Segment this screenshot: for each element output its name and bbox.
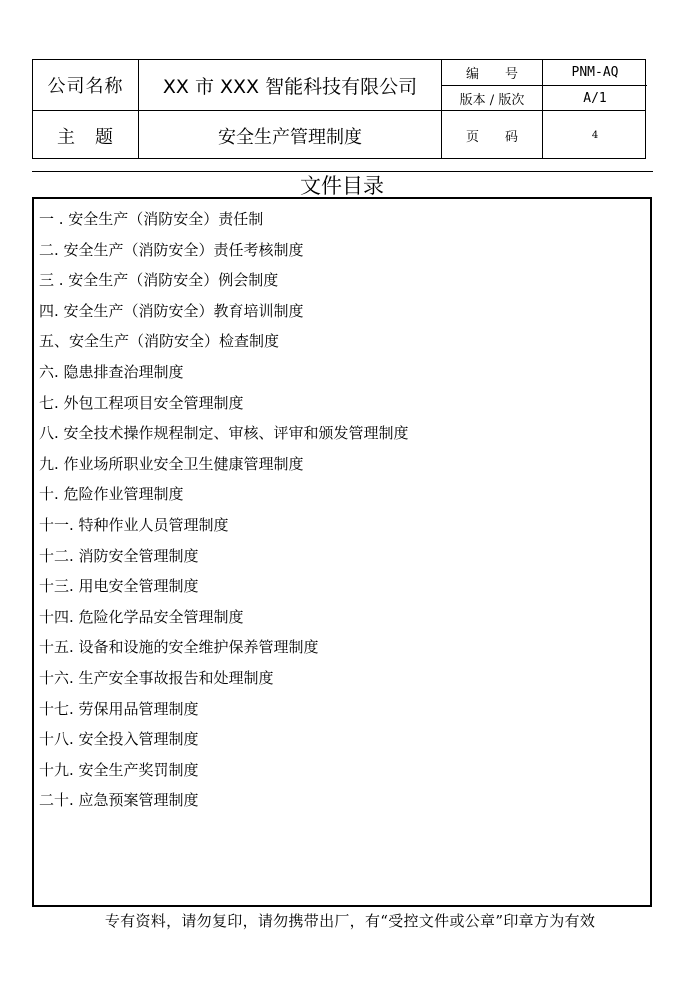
toc-item: 十一. 特种作业人员管理制度 — [39, 515, 229, 534]
toc-item: 十六. 生产安全事故报告和处理制度 — [39, 668, 274, 687]
toc-item: 二十. 应急预案管理制度 — [39, 791, 199, 810]
code-value: PNM-AQ — [571, 65, 619, 80]
toc-item: 十三. 用电安全管理制度 — [39, 577, 199, 596]
company-label: 公司名称 — [47, 76, 124, 97]
toc-item: 十四. 危险化学品安全管理制度 — [39, 607, 244, 626]
page-number: 4 — [591, 130, 599, 141]
version-label: 版本 / 版次 — [459, 92, 525, 108]
toc-item: 三 . 安全生产（消防安全）例会制度 — [39, 271, 279, 290]
toc-item: 十七. 劳保用品管理制度 — [39, 699, 199, 718]
company-name: XX 市 XXX 智能科技有限公司 — [162, 75, 418, 98]
toc-item: 七. 外包工程项目安全管理制度 — [39, 393, 244, 412]
version-value: A/1 — [583, 90, 607, 106]
directory-title: 文件目录 — [300, 174, 384, 198]
toc-item: 十九. 安全生产奖罚制度 — [39, 760, 199, 779]
toc-item: 十二. 消防安全管理制度 — [39, 546, 199, 565]
toc-item: 十五. 设备和设施的安全维护保养管理制度 — [39, 638, 319, 657]
toc-item: 一 . 安全生产（消防安全）责任制 — [39, 210, 264, 228]
directory-top-rule — [32, 171, 653, 172]
document-header-table — [32, 59, 646, 159]
toc-item: 九. 作业场所职业安全卫生健康管理制度 — [39, 454, 304, 473]
page-label: 页 码 — [465, 130, 518, 145]
toc-item: 二. 安全生产（消防安全）责任考核制度 — [39, 240, 304, 259]
table-of-contents — [39, 206, 409, 818]
toc-item: 十八. 安全投入管理制度 — [39, 730, 199, 749]
toc-item: 六. 隐患排查治理制度 — [39, 362, 184, 381]
subject-label: 主 题 — [57, 126, 114, 148]
code-label: 编 号 — [465, 67, 518, 82]
subject-value: 安全生产管理制度 — [218, 126, 362, 148]
toc-item: 四. 安全生产（消防安全）教育培训制度 — [39, 301, 304, 320]
footer-notice: 专有资料，请勿复印，请勿携带出厂，有“受控文件或公章”印章方为有效 — [104, 912, 596, 930]
toc-item: 五、安全生产（消防安全）检查制度 — [39, 332, 280, 351]
toc-item: 八. 安全技术操作规程制定、审核、评审和颁发管理制度 — [39, 424, 409, 443]
toc-item: 十. 危险作业管理制度 — [39, 485, 184, 504]
